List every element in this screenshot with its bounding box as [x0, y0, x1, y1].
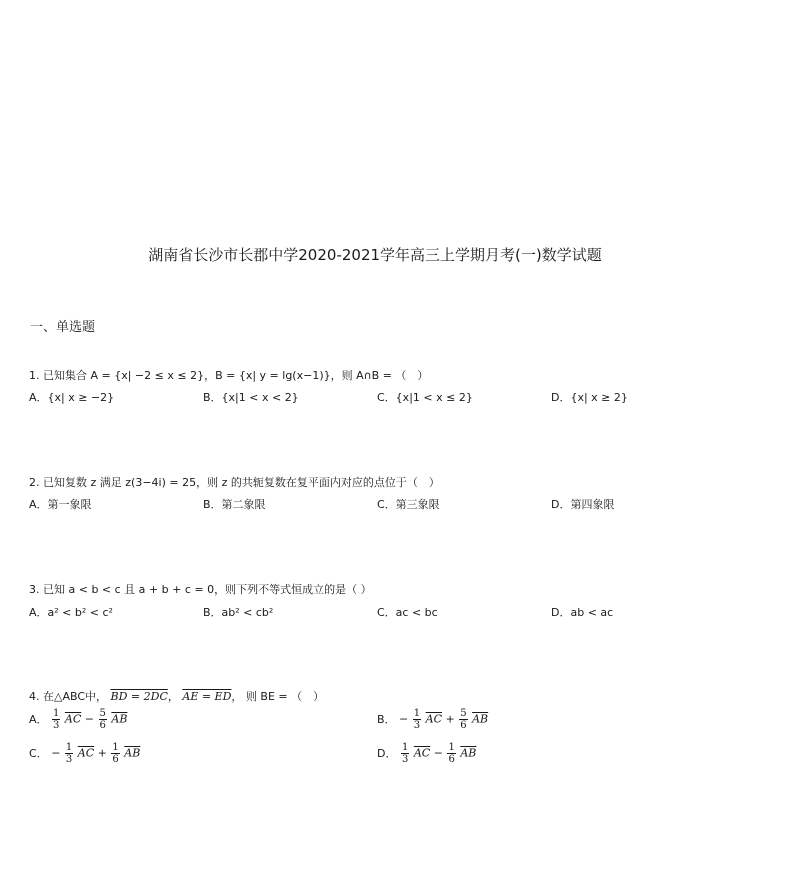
vector: $\overline{AB}$	[124, 746, 141, 760]
question-2-option-d: D．第四象限	[551, 498, 615, 511]
section-heading: 一、单选题	[30, 320, 96, 335]
fraction: $\frac{1}{6}$	[448, 742, 455, 765]
question-1-option-c: C．{x|1 < x ≤ 2}	[377, 391, 473, 404]
option-sign: −	[399, 712, 409, 726]
option-label: B．	[377, 712, 396, 726]
question-3-option-a: A．a² < b² < c²	[29, 606, 113, 619]
operator: −	[84, 712, 94, 726]
question-4-prefix: 4. 在△ABC中，	[29, 690, 108, 703]
operator: +	[445, 712, 455, 726]
fraction: $\frac{1}{3}$	[413, 708, 421, 731]
vector: $\overline{AB}$	[472, 712, 489, 726]
question-4-stem: 4. 在△ABC中， BD = 2DC， AE = ED， 则 BE = （ ）	[29, 690, 325, 703]
question-4-option-c	[29, 742, 140, 765]
question-4-option-b	[377, 708, 488, 731]
question-3-option-b: B．ab² < cb²	[203, 606, 274, 619]
option-label: D．	[377, 746, 397, 760]
question-4-option-a	[29, 708, 127, 731]
page-title: 湖南省长沙市长郡中学2020-2021学年高三上学期月考(一)数学试题	[148, 246, 602, 264]
question-4-condition-2: AE = ED	[182, 690, 232, 703]
fraction: $\frac{5}{6}$	[460, 708, 467, 731]
operator: +	[97, 746, 107, 760]
question-1-option-d: D．{x| x ≥ 2}	[551, 391, 628, 404]
fraction: $\frac{1}{3}$	[65, 742, 73, 765]
option-sign: −	[51, 746, 61, 760]
question-1-stem: 1. 已知集合 A = {x| −2 ≤ x ≤ 2}，B = {x| y = lg(x−1)}，则 A∩B = （ ）	[29, 369, 429, 382]
question-3-option-c: C．ac < bc	[377, 606, 438, 619]
vector: $\overline{AB}$	[460, 746, 477, 760]
vector: $\overline{AC}$	[64, 712, 82, 726]
question-4-ask: 则 BE = （ ）	[245, 690, 325, 703]
question-3-stem: 3. 已知 a < b < c 且 a + b + c = 0，则下列不等式恒成立的是（ ）	[29, 583, 372, 596]
vector: $\overline{AB}$	[111, 712, 128, 726]
question-4-condition-1: BD = 2DC	[110, 690, 168, 703]
vector: $\overline{AC}$	[77, 746, 95, 760]
operator: −	[433, 746, 443, 760]
fraction: $\frac{1}{3}$	[53, 708, 60, 731]
question-1-option-a: A．{x| x ≥ −2}	[29, 391, 115, 404]
option-label: A．	[29, 712, 48, 726]
question-2-option-c: C．第三象限	[377, 498, 440, 511]
question-3-option-d: D．ab < ac	[551, 606, 614, 619]
option-label: C．	[29, 746, 48, 760]
fraction: $\frac{1}{3}$	[401, 742, 409, 765]
question-1-option-b: B．{x|1 < x < 2}	[203, 391, 299, 404]
question-2-stem: 2. 已知复数 z 满足 z(3−4i) = 25，则 z 的共轭复数在复平面内对应的点位于（ ）	[29, 476, 440, 489]
question-4-option-d	[377, 742, 476, 765]
fraction: $\frac{1}{6}$	[112, 742, 119, 765]
question-2-option-b: B．第二象限	[203, 498, 266, 511]
vector: $\overline{AC}$	[425, 712, 443, 726]
question-2-option-a: A．第一象限	[29, 498, 92, 511]
fraction: $\frac{5}{6}$	[99, 708, 106, 731]
vector: $\overline{AC}$	[413, 746, 431, 760]
